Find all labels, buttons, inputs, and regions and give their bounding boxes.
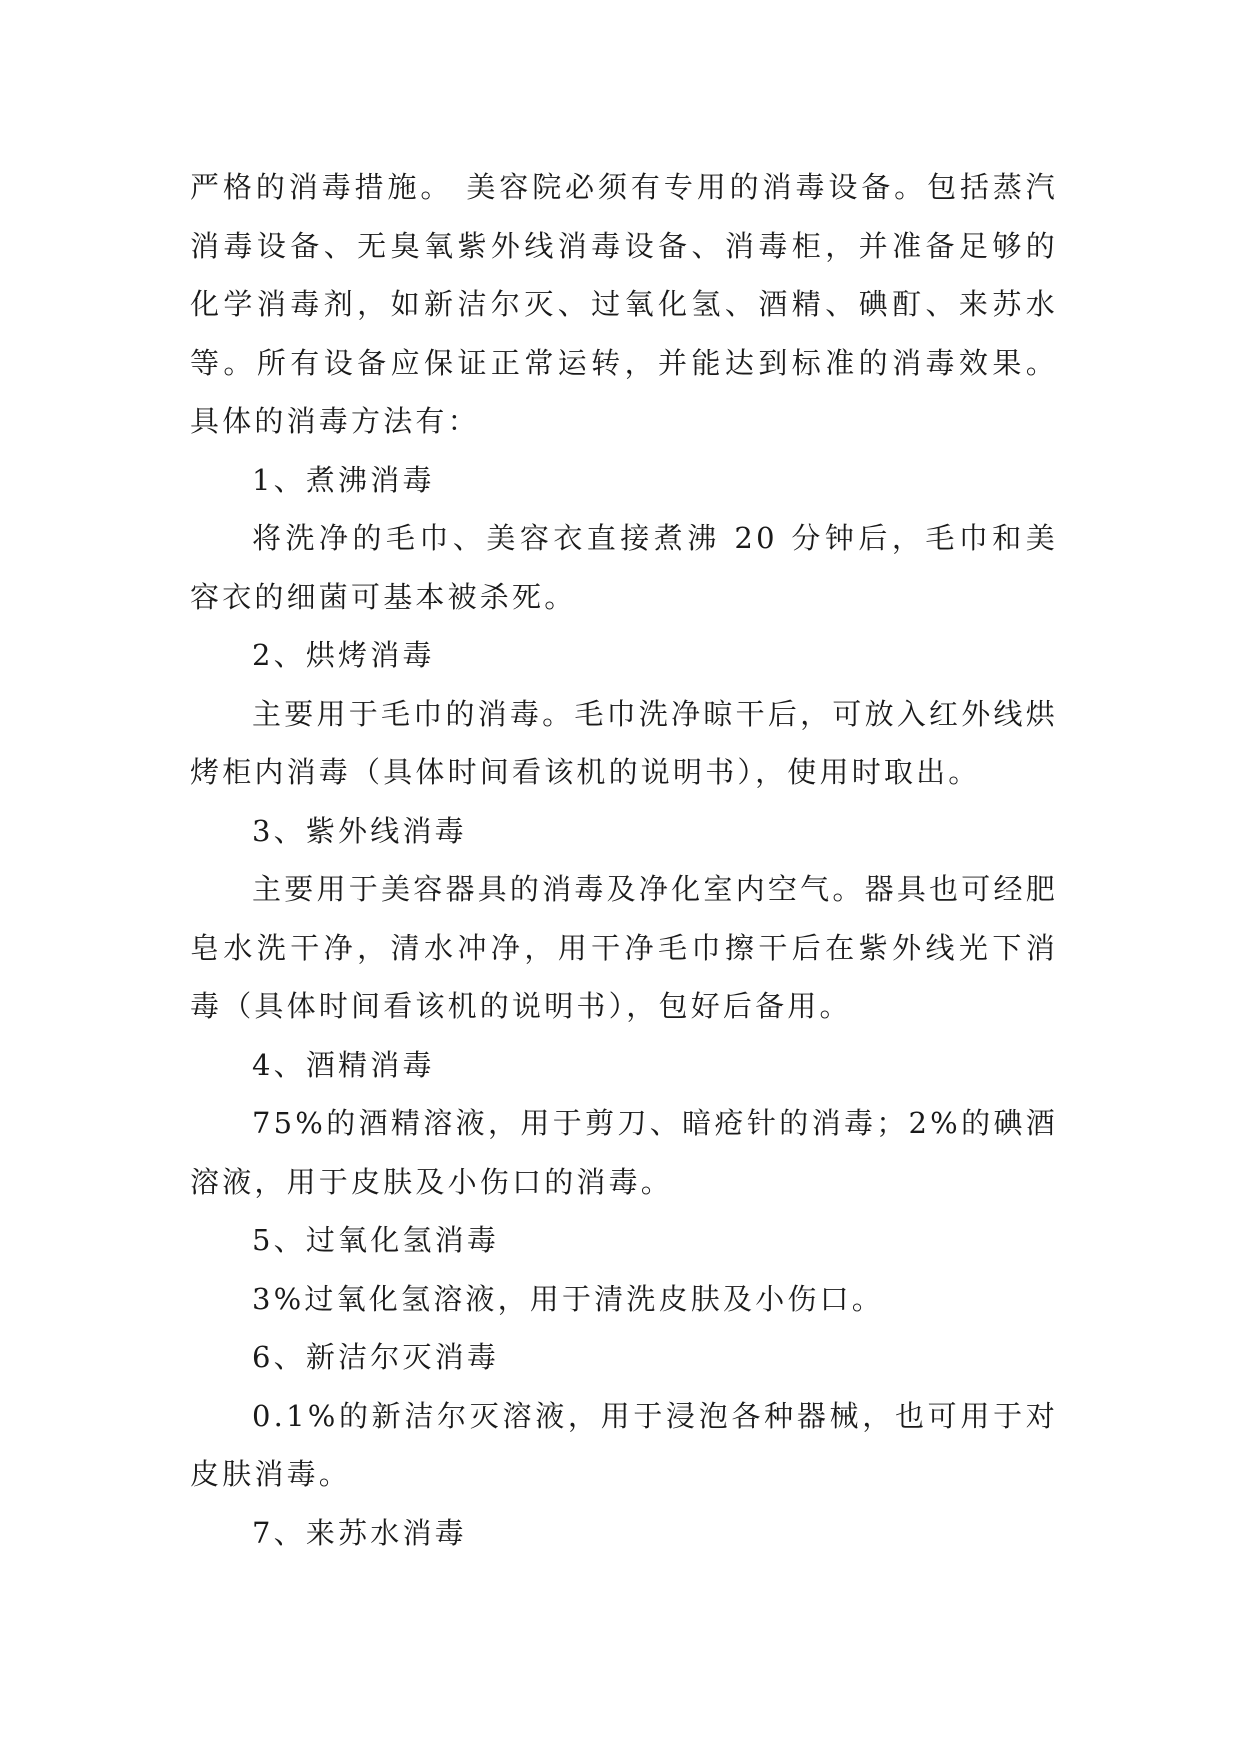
document-page — [190, 158, 1058, 1562]
heading-benzalkonium-disinfection: 6、新洁尔灭消毒 — [252, 1340, 500, 1374]
paragraph-baking-disinfection: 主要用于毛巾的消毒。毛巾洗净晾干后，可放入红外线烘烤柜内消毒（具体时间看该机的说明书），使用时取出。 — [190, 696, 1058, 789]
paragraph-intro: 严格的消毒措施。 美容院必须有专用的消毒设备。包括蒸汽消毒设备、无臭氧紫外线消毒设备、消毒柜，并准备足够的化学消毒剂，如新洁尔灭、过氧化氢、酒精、碘酊、来苏水等。所有设备应保证正常运转，并能达到标准的消毒效果。具体的消毒方法有： — [190, 170, 1058, 438]
paragraph-benzalkonium-disinfection: 0.1%的新洁尔灭溶液，用于浸泡各种器械，也可用于对皮肤消毒。 — [190, 1398, 1058, 1491]
paragraph-boiling-disinfection: 将洗净的毛巾、美容衣直接煮沸 20 分钟后，毛巾和美容衣的细菌可基本被杀死。 — [190, 521, 1058, 614]
paragraph-alcohol-disinfection: 75%的酒精溶液，用于剪刀、暗疮针的消毒；2%的碘酒溶液，用于皮肤及小伤口的消毒。 — [190, 1106, 1058, 1199]
heading-boiling-disinfection: 1、煮沸消毒 — [252, 462, 435, 497]
heading-uv-disinfection: 3、紫外线消毒 — [252, 813, 467, 848]
paragraph-hydrogen-peroxide-disinfection: 3%过氧化氢溶液，用于清洗皮肤及小伤口。 — [252, 1281, 885, 1316]
heading-lysol-disinfection: 7、来苏水消毒 — [252, 1515, 467, 1550]
heading-alcohol-disinfection: 4、酒精消毒 — [252, 1047, 435, 1082]
heading-baking-disinfection: 2、烘烤消毒 — [252, 638, 435, 672]
heading-hydrogen-peroxide-disinfection: 5、过氧化氢消毒 — [252, 1223, 500, 1257]
paragraph-uv-disinfection: 主要用于美容器具的消毒及净化室内空气。器具也可经肥皂水洗干净，清水冲净，用干净毛巾擦干后在紫外线光下消毒（具体时间看该机的说明书），包好后备用。 — [190, 872, 1058, 1023]
